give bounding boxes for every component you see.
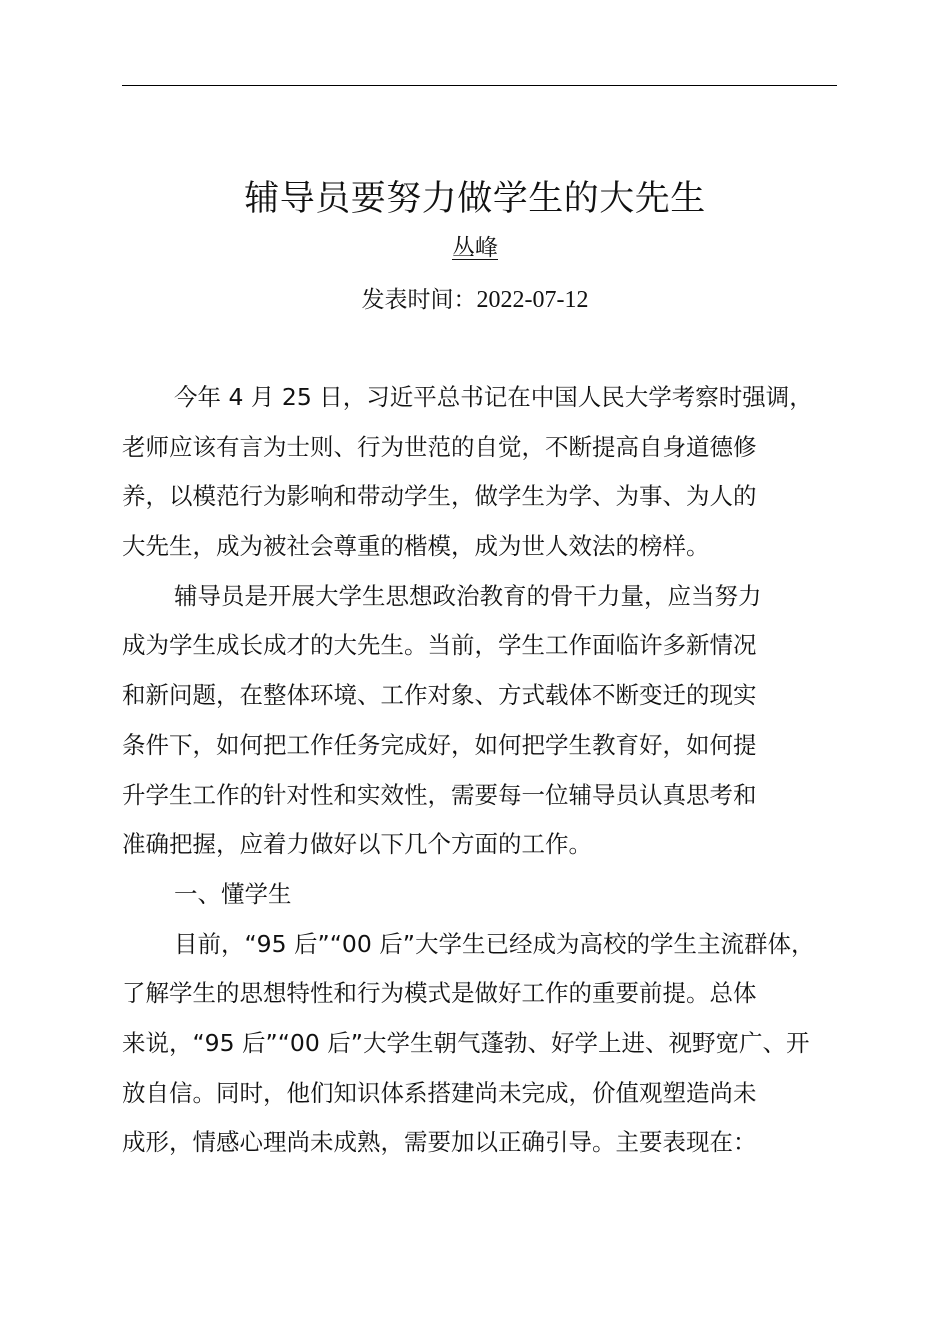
paragraph-line: 和新问题，在整体环境、工作对象、方式载体不断变迁的现实 [122, 681, 757, 710]
paragraph-line: 放自信。同时，他们知识体系搭建尚未完成，价值观塑造尚未 [122, 1078, 757, 1107]
article-title: 辅导员要努力做学生的大先生 [244, 179, 706, 219]
section-heading: 一、懂学生 [174, 879, 292, 908]
paragraph-line: 今年 4 月 25 日，习近平总书记在中国人民大学考察时强调， [174, 383, 813, 411]
paragraph-line: 成形，情感心理尚未成熟，需要加以正确引导。主要表现在： [122, 1128, 757, 1157]
paragraph-line: 来说，“95 后”“00 后”大学生朝气蓬勃、好学上进、视野宽广、开 [122, 1028, 810, 1057]
header-rule [122, 85, 837, 86]
paragraph-line: 升学生工作的针对性和实效性，需要每一位辅导员认真思考和 [122, 780, 757, 809]
article-body [122, 373, 842, 1168]
publish-date-value: 2022-07-12 [476, 287, 589, 313]
author-name-link[interactable]: 丛峰 [452, 235, 498, 261]
paragraph-line: 老师应该有言为士则、行为世范的自觉，不断提高自身道德修 [122, 432, 757, 461]
paragraph-line: 大先生，成为被社会尊重的楷模，成为世人效法的榜样。 [122, 532, 710, 561]
paragraph-line: 辅导员是开展大学生思想政治教育的骨干力量，应当努力 [174, 581, 762, 610]
paragraph-line: 了解学生的思想特性和行为模式是做好工作的重要前提。总体 [122, 979, 757, 1008]
paragraph-line: 目前，“95 后”“00 后”大学生已经成为高校的学生主流群体， [174, 929, 815, 958]
paragraph-line: 养，以模范行为影响和带动学生，做学生为学、为事、为人的 [122, 482, 757, 511]
paragraph-line: 准确把握，应着力做好以下几个方面的工作。 [122, 830, 592, 859]
paragraph-line: 成为学生成长成才的大先生。当前，学生工作面临许多新情况 [122, 631, 757, 660]
author-line [0, 232, 950, 264]
publish-date-line [0, 284, 950, 316]
publish-date-label: 发表时间： [361, 287, 477, 313]
paragraph-line: 条件下，如何把工作任务完成好，如何把学生教育好，如何提 [122, 730, 757, 759]
